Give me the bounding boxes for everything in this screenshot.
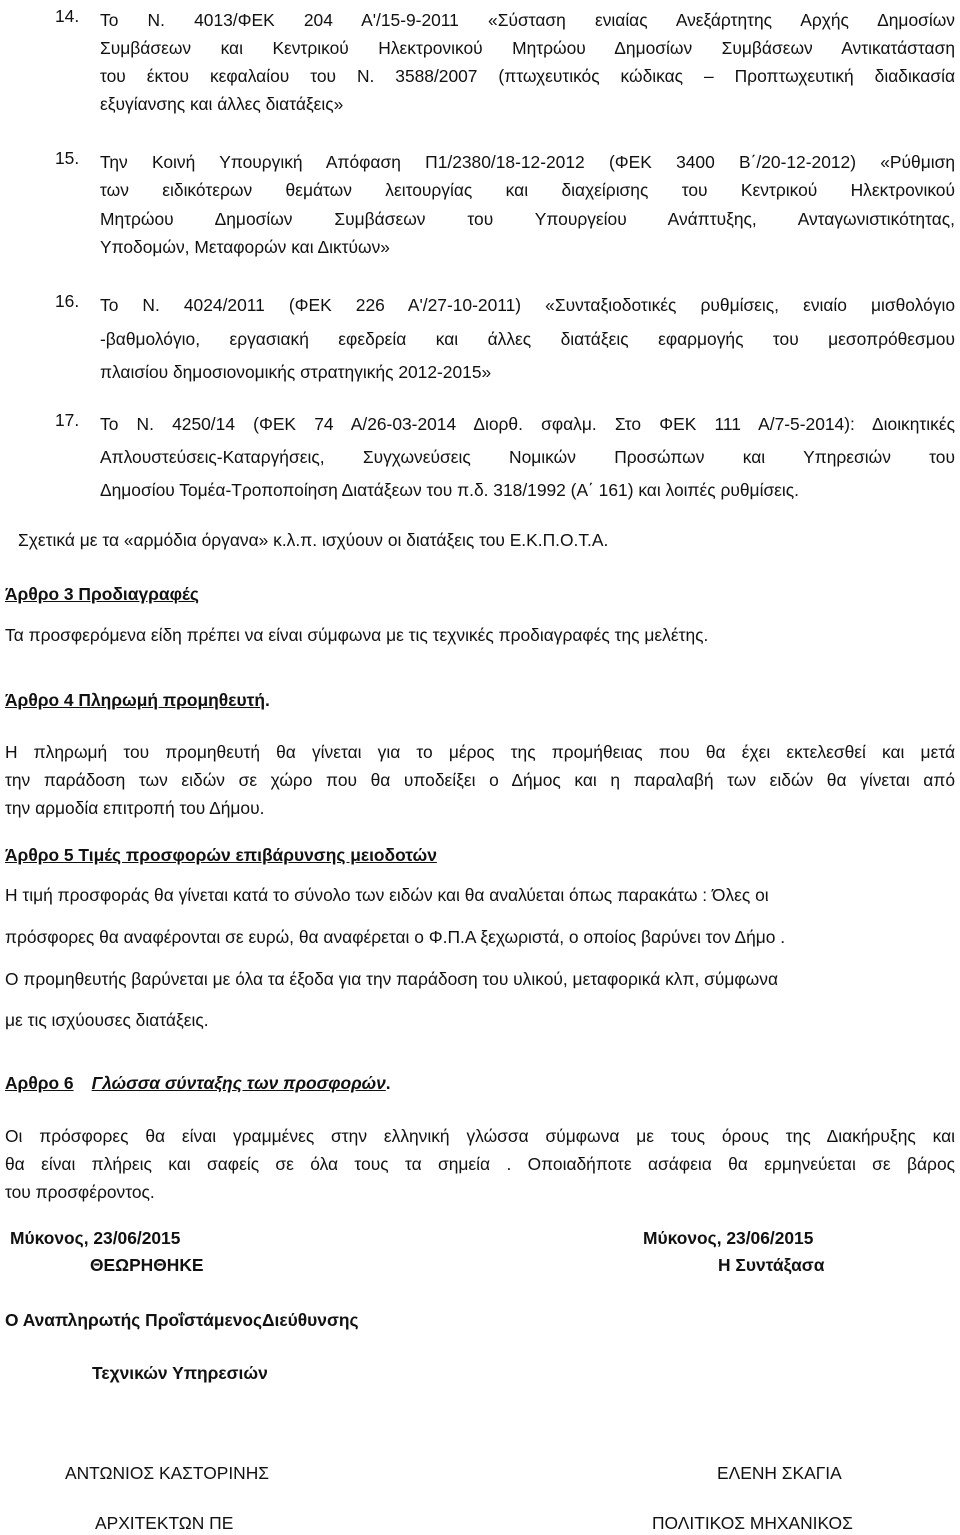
acting-head-title: Ο Αναπληρωτής ΠροΐστάμενοςΔιεύθυνσης [5,1310,359,1330]
article-6-heading [5,1073,391,1094]
item-14-line-1: Το Ν. 4013/ΦΕΚ 204 Α'/15-9-2011 «Σύσταση ενιαίας Ανεξάρτητης Αρχής Δημοσίων [100,10,955,30]
article-5-line-2: πρόσφορες θα αναφέρονται σε ευρώ, θα αναφέρεται ο Φ.Π.Α ξεχωριστά, ο οποίος βαρύνει τον Δήμο . [5,927,786,947]
item-17-line-1: Το Ν. 4250/14 (ΦΕΚ 74 Α/26-03-2014 Διορθ. σφαλμ. Στο ΦΕΚ 111 Α/7-5-2014): Διοικητικές [100,414,955,434]
item-15-line-4: Υποδομών, Μεταφορών και Δικτύων» [100,237,390,257]
left-role: ΘΕΩΡΗΘΗΚΕ [90,1255,204,1275]
item-14-line-4: εξυγίανσης και άλλες διατάξεις» [100,94,344,114]
article-3-text: Τα προσφερόμενα είδη πρέπει να είναι σύμφωνα με τις τεχνικές προδιαγραφές της μελέτης. [5,625,709,645]
article-6-line-2: θα είναι πλήρεις και σαφείς σε όλα τους τα σημεία . Οποιαδήποτε ασάφεια θα ερμηνεύεται σε βάρος [5,1154,955,1174]
article-6-heading-title: Γλώσσα σύνταξης των προσφορών [91,1073,386,1093]
article-6-heading-number: Αρθρο 6 [5,1073,74,1093]
left-place-date: Μύκονος, 23/06/2015 [10,1228,181,1248]
item-15-line-3: Μητρώου Δημοσίων Συμβάσεων του Υπουργείου Ανάπτυξης, Ανταγωνιστικότητας, [100,209,955,229]
item-14-line-3: του έκτου κεφαλαίου του Ν. 3588/2007 (πτωχευτικός κώδικας – Προπτωχευτική διαδικασία [100,66,955,86]
article-5-line-4: με τις ισχύουσες διατάξεις. [5,1010,209,1030]
item-17-number: 17. [55,410,80,430]
item-16-number: 16. [55,291,80,311]
left-signatory-title: ΑΡΧΙΤΕΚΤΩΝ ΠΕ [95,1513,234,1533]
organs-note: Σχετικά με τα «αρμόδια όργανα» κ.λ.π. ισχύουν οι διατάξεις του Ε.Κ.Π.Ο.Τ.Α. [18,530,609,550]
right-signatory-title: ΠΟΛΙΤΙΚΟΣ ΜΗΧΑΝΙΚΟΣ [652,1513,853,1533]
article-5-heading: Άρθρο 5 Τιμές προσφορών επιβάρυνσης μειοδοτών [5,845,437,865]
item-15-number: 15. [55,148,80,168]
article-4-line-2: την παράδοση των ειδών σε χώρο που θα υποδείξει ο Δήμος και η παραλαβή των ειδών θα γίνεται από [5,770,955,790]
item-17-line-2: Απλουστεύσεις-Καταργήσεις, Συγχωνεύσεις Νομικών Προσώπων και Υπηρεσιών του [100,447,955,467]
item-17-line-3: Δημοσίου Τομέα-Τροποποίηση Διατάξεων του π.δ. 318/1992 (Α΄ 161) και λοιπές ρυθμίσεις. [100,480,800,500]
item-14-number: 14. [55,6,80,26]
department-title: Τεχνικών Υπηρεσιών [92,1363,268,1383]
article-3-heading: Άρθρο 3 Προδιαγραφές [5,584,199,604]
right-signatory-name: ΕΛΕΝΗ ΣΚΑΓΙΑ [717,1463,842,1483]
article-4-heading [5,690,270,711]
item-14-line-2: Συμβάσεων και Κεντρικού Ηλεκτρονικού Μητρώου Δημοσίων Συμβάσεων Αντικατάσταση [100,38,955,58]
right-role: Η Συντάξασα [718,1255,825,1275]
item-16-line-2: -βαθμολόγιο, εργασιακή εφεδρεία και άλλες διατάξεις εφαρμογής του μεσοπρόθεσμου [100,329,955,349]
article-6-heading-tail: . [385,1073,391,1093]
article-5-line-1: Η τιμή προσφοράς θα γίνεται κατά το σύνολο των ειδών και θα αναλύεται όπως παρακάτω : Όλες οι [5,885,769,905]
item-16-line-3: πλαισίου δημοσιονομικής στρατηγικής 2012-2015» [100,362,492,382]
article-6-line-1: Οι πρόσφορες θα είναι γραμμένες στην ελληνική γλώσσα σύμφωνα με τους όρους της Διακήρυξης και [5,1126,955,1146]
right-place-date: Μύκονος, 23/06/2015 [643,1228,814,1248]
article-4-line-1: Η πληρωμή του προμηθευτή θα γίνεται για το μέρος της προμήθειας που θα έχει εκτελεσθεί και μετά [5,742,955,762]
article-6-line-3: του προσφέροντος. [5,1182,155,1202]
article-4-line-3: την αρμοδία επιτροπή του Δήμου. [5,798,265,818]
article-4-heading-tail: . [264,690,270,710]
article-4-heading-text: Άρθρο 4 Πληρωμή προμηθευτή [5,690,265,710]
item-16-line-1: Το Ν. 4024/2011 (ΦΕΚ 226 Α'/27-10-2011) «Συνταξιοδοτικές ρυθμίσεις, ενιαίο μισθολόγιο [100,295,955,315]
item-15-line-2: των ειδικότερων θεμάτων λειτουργίας και διαχείρισης του Κεντρικού Ηλεκτρονικού [100,180,955,200]
article-5-line-3: Ο προμηθευτής βαρύνεται με όλα τα έξοδα για την παράδοση του υλικού, μεταφορικά κλπ, σύμφωνα [5,969,778,989]
item-15-line-1: Την Κοινή Υπουργική Απόφαση Π1/2380/18-12-2012 (ΦΕΚ 3400 Β΄/20-12-2012) «Ρύθμιση [100,152,955,172]
left-signatory-name: ΑΝΤΩΝΙΟΣ ΚΑΣΤΟΡΙΝΗΣ [65,1463,270,1483]
